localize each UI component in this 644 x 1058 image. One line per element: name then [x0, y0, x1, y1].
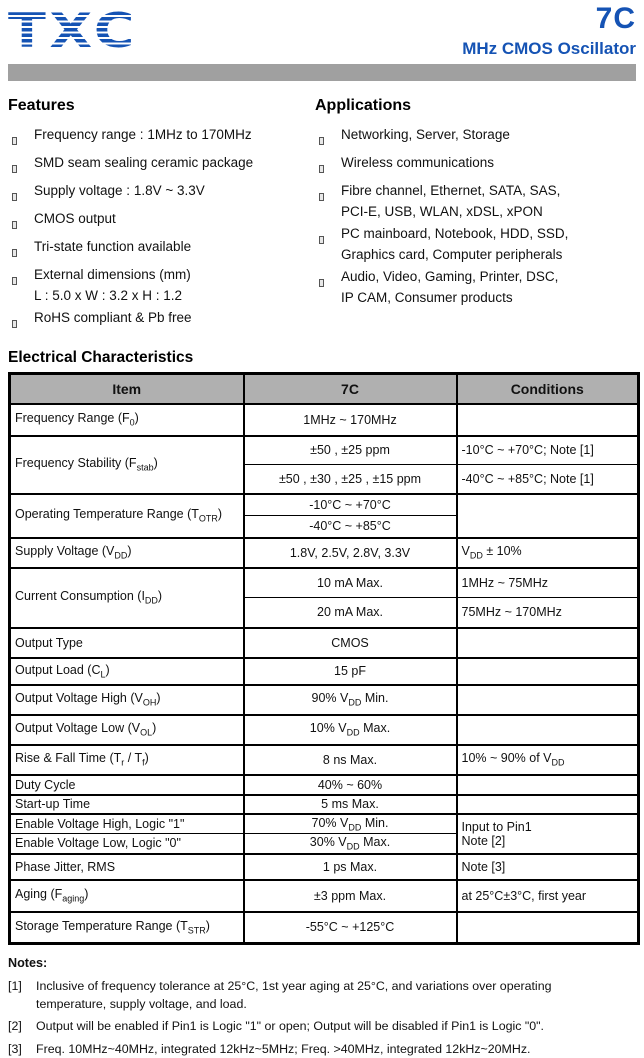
row-duty-cycle: [10, 775, 639, 795]
cell-value: ±50 , ±25 ppm: [244, 436, 457, 465]
cell-value: 30% $V_{DD}$ Max.: [244, 834, 457, 854]
features-list: [8, 124, 315, 334]
cell-condition: [457, 685, 639, 715]
cell-value: ±3 ppm Max.: [244, 880, 457, 912]
note-text: Output will be enabled if Pin1 is Logic "1" or open; Output will be disabled if Pin1 is Logic "0".: [36, 1018, 636, 1036]
cell-condition: [457, 795, 639, 814]
cell-item: Start-up Time: [10, 795, 244, 814]
features-column: [8, 97, 315, 335]
bullet-icon: [8, 180, 34, 207]
cell-condition: -40°C ~ +85°C; Note [1]: [457, 465, 639, 494]
row-frequency-stability-1: [10, 436, 639, 465]
cell-value: 90% $V_{DD}$ Min.: [244, 685, 457, 715]
features-title: Features: [8, 97, 315, 115]
notes-section: [8, 955, 636, 1058]
electrical-characteristics-table: [8, 372, 640, 945]
cell-value: 15 pF: [244, 658, 457, 685]
feature-item: Frequency range : 1MHz to 170MHz: [8, 124, 315, 151]
cell-value: 10 mA Max.: [244, 568, 457, 598]
cell-item: Frequency Range $(F_0)$: [10, 404, 244, 436]
cell-condition: [457, 628, 639, 658]
cell-value: 1MHz ~ 170MHz: [244, 404, 457, 436]
cell-value: 70% $V_{DD}$ Min.: [244, 814, 457, 834]
note-number: [1]: [8, 978, 36, 1013]
row-enable-voltage-high: [10, 814, 639, 834]
row-output-type: [10, 628, 639, 658]
cell-condition: 1MHz ~ 75MHz: [457, 568, 639, 598]
cell-condition: [457, 658, 639, 685]
cell-value: 1 ps Max.: [244, 854, 457, 880]
cell-value: 8 ns Max.: [244, 745, 457, 775]
bullet-icon: [315, 223, 341, 265]
feature-item: Supply voltage : 1.8V ~ 3.3V: [8, 180, 315, 207]
cell-value: -55°C ~ +125°C: [244, 912, 457, 944]
cell-item: Storage Temperature Range $(T_{STR})$: [10, 912, 244, 944]
cell-value: 10% $V_{DD}$ Max.: [244, 715, 457, 745]
cell-value: -10°C ~ +70°C: [244, 494, 457, 516]
feature-item: RoHS compliant & Pb free: [8, 307, 315, 334]
note-number: [3]: [8, 1041, 36, 1058]
cell-condition: [457, 494, 639, 538]
row-output-voltage-low: [10, 715, 639, 745]
cell-condition: [457, 912, 639, 944]
feature-item: Tri-state function available: [8, 236, 315, 263]
cell-item: Duty Cycle: [10, 775, 244, 795]
cell-condition: 75MHz ~ 170MHz: [457, 598, 639, 628]
cell-value: -40°C ~ +85°C: [244, 516, 457, 538]
row-operating-temperature-1: [10, 494, 639, 516]
column-header-7c: 7C: [244, 374, 457, 404]
bullet-icon: [8, 307, 34, 334]
applications-list: [315, 124, 636, 308]
page-header: [8, 4, 636, 62]
features-applications-section: [8, 97, 636, 335]
notes-title: Notes:: [8, 955, 636, 972]
bullet-icon: [315, 180, 341, 222]
bullet-icon: [315, 152, 341, 179]
feature-item: SMD seam sealing ceramic package: [8, 152, 315, 179]
cell-condition: $V_{DD} \pm 10\%$: [457, 538, 639, 568]
cell-item: Rise & Fall Time $(T_r / T_f)$: [10, 745, 244, 775]
cell-condition: [457, 775, 639, 795]
row-output-voltage-high: [10, 685, 639, 715]
cell-item: Enable Voltage Low, Logic "0": [10, 834, 244, 854]
cell-value: 20 mA Max.: [244, 598, 457, 628]
application-item: PC mainboard, Notebook, HDD, SSD, Graphics card, Computer peripherals: [315, 223, 636, 265]
row-supply-voltage: [10, 538, 639, 568]
cell-item: Current Consumption $(I_{DD})$: [10, 568, 244, 628]
electrical-characteristics-title: Electrical Characteristics: [8, 349, 636, 367]
cell-condition: [457, 715, 639, 745]
bullet-icon: [315, 266, 341, 308]
txc-logo: TXC: [8, 6, 138, 58]
cell-value: 40% ~ 60%: [244, 775, 457, 795]
cell-value: 5 ms Max.: [244, 795, 457, 814]
product-code: 7C: [462, 4, 636, 34]
row-startup-time: [10, 795, 639, 814]
feature-item: External dimensions (mm) L : 5.0 x W : 3.2 x H : 1.2: [8, 264, 315, 306]
note-text: Inclusive of frequency tolerance at 25°C, 1st year aging at 25°C, and variations over operating temperature, supply voltage, and load.: [36, 978, 636, 1013]
feature-item: CMOS output: [8, 208, 315, 235]
application-item: Fibre channel, Ethernet, SATA, SAS, PCI-E, USB, WLAN, xDSL, xPON: [315, 180, 636, 222]
applications-column: [315, 97, 636, 335]
cell-value: 1.8V, 2.5V, 2.8V, 3.3V: [244, 538, 457, 568]
row-current-consumption-1: [10, 568, 639, 598]
note-number: [2]: [8, 1018, 36, 1036]
cell-condition: at 25°C±3°C, first year: [457, 880, 639, 912]
cell-item: Enable Voltage High, Logic "1": [10, 814, 244, 834]
cell-condition: 10% ~ 90% of $V_{DD}$: [457, 745, 639, 775]
row-rise-fall-time: [10, 745, 639, 775]
header-divider-bar: [8, 64, 636, 81]
row-output-load: [10, 658, 639, 685]
row-aging: [10, 880, 639, 912]
application-item: Networking, Server, Storage: [315, 124, 636, 151]
application-item: Wireless communications: [315, 152, 636, 179]
cell-item: Output Voltage Low $(V_{OL})$: [10, 715, 244, 745]
bullet-icon: [315, 124, 341, 151]
note-item-2: [8, 1018, 636, 1036]
cell-item: Supply Voltage $(V_{DD})$: [10, 538, 244, 568]
cell-item: Frequency Stability $(F_{stab})$: [10, 436, 244, 494]
cell-value: ±50 , ±30 , ±25 , ±15 ppm: [244, 465, 457, 494]
column-header-conditions: Conditions: [457, 374, 639, 404]
cell-item: Aging $(F_{aging})$: [10, 880, 244, 912]
cell-item: Output Voltage High $(V_{OH})$: [10, 685, 244, 715]
bullet-icon: [8, 236, 34, 263]
row-frequency-range: [10, 404, 639, 436]
product-subtitle: MHz CMOS Oscillator: [462, 40, 636, 57]
bullet-icon: [8, 208, 34, 235]
cell-item: Phase Jitter, RMS: [10, 854, 244, 880]
applications-title: Applications: [315, 97, 636, 115]
note-item-1: [8, 978, 636, 1013]
cell-condition: Note [3]: [457, 854, 639, 880]
bullet-icon: [8, 264, 34, 306]
table-header-row: [10, 374, 639, 404]
bullet-icon: [8, 152, 34, 179]
application-item: Audio, Video, Gaming, Printer, DSC, IP CAM, Consumer products: [315, 266, 636, 308]
cell-condition: [457, 404, 639, 436]
cell-item: Operating Temperature Range $(T_{OTR})$: [10, 494, 244, 538]
row-phase-jitter: [10, 854, 639, 880]
bullet-icon: [8, 124, 34, 151]
cell-value: CMOS: [244, 628, 457, 658]
header-product-block: [462, 4, 636, 57]
cell-condition: Input to Pin1 Note [2]: [457, 814, 639, 854]
note-item-3: [8, 1041, 636, 1058]
column-header-item: Item: [10, 374, 244, 404]
cell-item: Output Type: [10, 628, 244, 658]
note-text: Freq. 10MHz~40MHz, integrated 12kHz~5MHz; Freq. >40MHz, integrated 12kHz~20MHz.: [36, 1041, 636, 1058]
cell-item: Output Load $(C_L)$: [10, 658, 244, 685]
row-storage-temperature: [10, 912, 639, 944]
cell-condition: -10°C ~ +70°C; Note [1]: [457, 436, 639, 465]
